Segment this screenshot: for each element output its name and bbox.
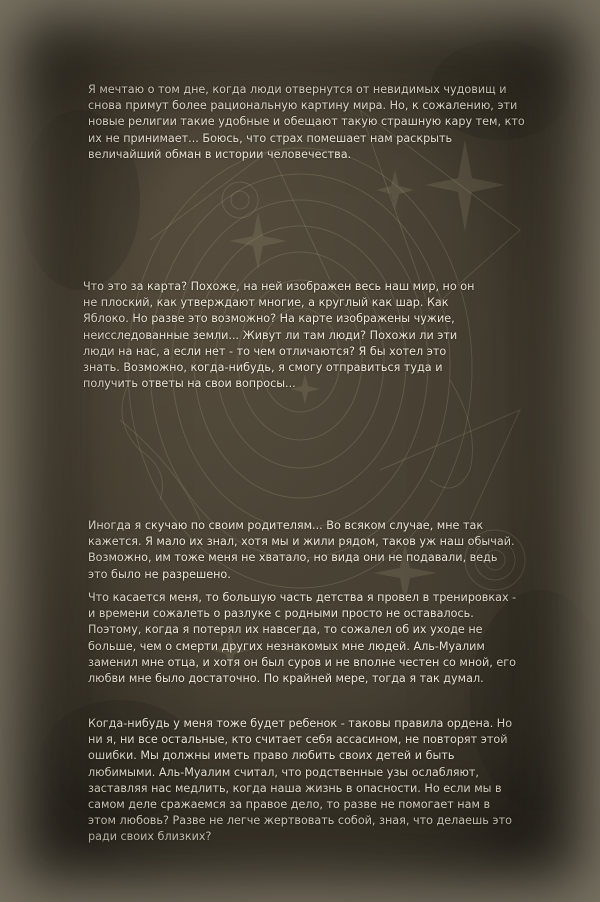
paragraph-dream: Я мечтаю о том дне, когда люди отвернутся от невидимых чудовищ и снова примут более рациональную картину мира. Но, к сожалению, эти новые религии такие удобные и обещают такую страшную кару тем, кто их не принимает... Боюсь, что страх помешает нам раскрыть величайший обман в истории человечества. bbox=[88, 83, 525, 161]
paragraph-map: Что это за карта? Похоже, на ней изображен весь наш мир, но он не плоский, как утверждают многие, а круглый как шар. Как Яблоко. Но разве это возможно? На карте изображены чужие, неисследованные земли... Живут ли там люди? Похожи ли эти люди на нас, а если нет - то чем отличаются? Я бы хотел это знать. Возможно, когда-нибудь, я смогу отправиться туда и получить ответы на свои вопросы... bbox=[83, 280, 475, 391]
paragraph-childhood: Что касается меня, то большую часть детства я провел в тренировках - и времени сожалеть о разлуке с родными просто не оставалось. Поэтому, когда я потерял их навсегда, то сожалел об их уходе не больше, чем о смерти других незнакомых мне людей. Аль-Муалим заменил мне отца, и хотя он был суров и не вполне честен со мной, его любви мне было достаточно. По крайней мере, тогда я так думал. bbox=[88, 591, 517, 686]
paragraph-future-child: Когда-нибудь у меня тоже будет ребенок - таковы правила ордена. Но ни я, ни все остальные, кто считает себя ассасином, не повторят этой ошибки. Мы должны иметь право любить своих детей и быть любимыми. Аль-Муалим считал, что родственные узы ослабляют, заставляя нас медлить, когда наша жизнь в опасности. Но если мы в самом деле сражаемся за правое дело, то разве не помогает нам в этом любовь? Разве не легче жертвовать собой, зная, что делаешь это ради своих близких? bbox=[88, 717, 513, 844]
paragraph-parents: Иногда я скучаю по своим родителям... Во всяком случае, мне так кажется. Я мало их знал, хотя мы и жили рядом, таков уж наш обычай. Возможно, им тоже меня не хватало, но вида они не подавали, ведь это было не разрешено. bbox=[88, 519, 515, 581]
